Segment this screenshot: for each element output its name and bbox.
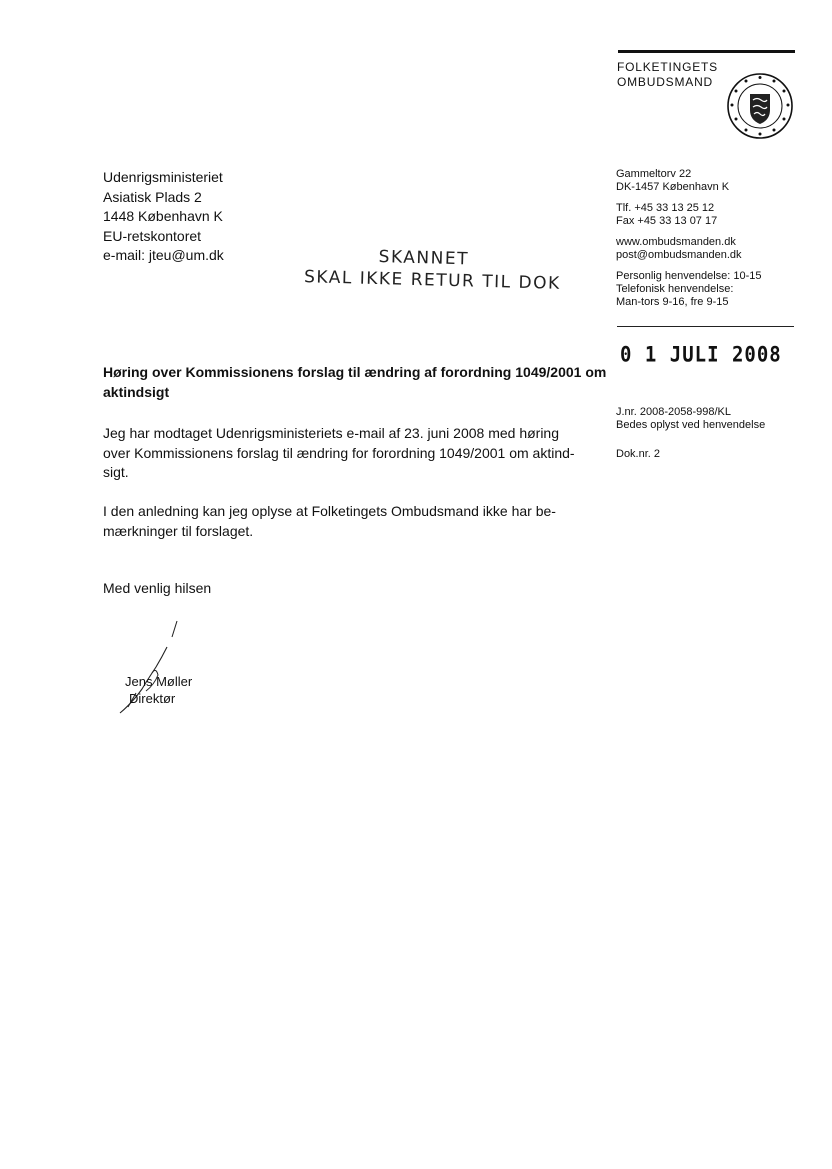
subject-line: Høring over Kommissionens forslag til ændring af forordning 1049/2001 om [103, 364, 607, 380]
folketinget-seal-logo [726, 72, 794, 140]
document-number: Dok.nr. 2 [616, 448, 661, 460]
recipient-line: 1448 København K [103, 208, 223, 224]
subject-line: aktindsigt [103, 384, 170, 400]
signer-block [125, 673, 192, 707]
body-paragraph-1 [103, 424, 575, 483]
reference-block [616, 406, 765, 432]
letter-subject [103, 362, 613, 402]
paragraph-line: I den anledning kan jeg oplyse at Folketingets Ombudsmand ikke har be- [103, 503, 556, 519]
sender-hours-phone: Man-tors 9-16, fre 9-15 [616, 296, 729, 308]
closing-greeting: Med venlig hilsen [103, 580, 212, 596]
sender-contact [616, 168, 806, 309]
journal-number: J.nr. 2008-2058-998/KL [616, 406, 731, 418]
sender-email: post@ombudsmanden.dk [616, 249, 742, 261]
sender-hours-phone-label: Telefonisk henvendelse: [616, 283, 734, 295]
organization-name [617, 60, 737, 90]
recipient-line: e-mail: jteu@um.dk [103, 247, 224, 263]
organization-name-line2: OMBUDSMAND [617, 75, 714, 89]
paragraph-line: mærkninger til forslaget. [103, 522, 254, 539]
sender-phone: Tlf. +45 33 13 25 12 [616, 202, 715, 214]
sender-website: www.ombudsmanden.dk [616, 236, 736, 248]
recipient-line: Asiatisk Plads 2 [103, 188, 202, 205]
recipient-line: EU-retskontoret [103, 227, 202, 244]
paragraph-line: sigt. [103, 464, 129, 480]
signer-title: Direktør [129, 691, 176, 706]
sender-street: Gammeltorv 22 [616, 168, 692, 180]
received-date-stamp: 0 1 JULI 2008 [620, 343, 782, 368]
scan-stamp-line1: SKANNET [378, 247, 470, 270]
sender-hours-personal: Personlig henvendelse: 10-15 [616, 270, 762, 282]
paragraph-line: over Kommissionens forslag til ændring for forordning 1049/2001 om aktind- [103, 444, 575, 461]
body-paragraph-2 [103, 502, 556, 541]
contact-divider [617, 326, 794, 327]
paragraph-line: Jeg har modtaget Udenrigsministeriets e-mail af 23. juni 2008 med høring [103, 425, 560, 441]
reference-note: Bedes oplyst ved henvendelse [616, 419, 766, 431]
signer-name: Jens Møller [125, 674, 193, 689]
recipient-line: Udenrigsministeriet [103, 169, 223, 185]
organization-name-line1: FOLKETINGETS [617, 60, 718, 74]
scan-stamp [299, 244, 561, 294]
letterhead-top-rule [618, 50, 795, 53]
recipient-address [103, 168, 224, 266]
sender-fax: Fax +45 33 13 07 17 [616, 215, 718, 227]
sender-postal: DK-1457 København K [616, 181, 730, 193]
scan-stamp-line2: SKAL IKKE RETUR TIL DOK [303, 267, 561, 294]
